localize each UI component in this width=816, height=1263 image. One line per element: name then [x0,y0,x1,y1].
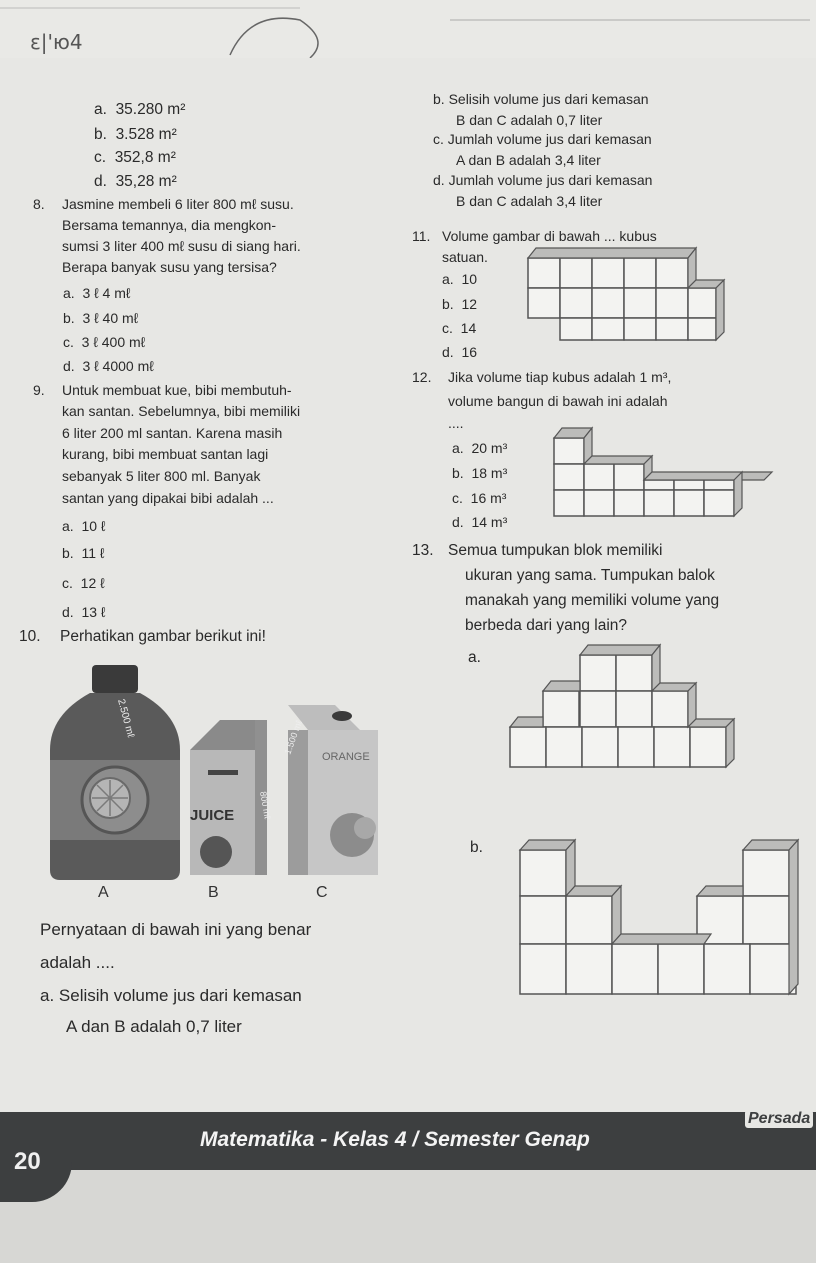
q9-option-c: c. 12 ℓ [62,575,105,591]
q8-number: 8. [33,196,45,212]
previous-page-scrap [0,0,816,62]
q13-option-a: a. [468,649,481,666]
q10-option-b: B dan C adalah 0,7 liter [456,112,603,128]
bottle-a-capacity: 2.500 mℓ [115,697,136,739]
q9-line: kan santan. Sebelumnya, bibi memiliki [62,403,301,419]
q9-line: santan yang dipakai bibi adalah ... [62,490,274,506]
q11-number: 11. [412,228,431,244]
juice-packages-illustration [40,660,400,900]
q9-line: sebanyak 5 liter 800 ml. Banyak [62,468,261,484]
q10-option-d: d. Jumlah volume jus dari kemasan [433,172,653,188]
page-number: 20 [14,1148,41,1175]
q13-option-b: b. [470,839,483,856]
header-scribble: ε|'ю4 [30,30,83,54]
q8-line: Jasmine membeli 6 liter 800 mℓ susu. [62,196,294,212]
q12-option-a: a. 20 m³ [452,440,508,456]
q9-line: 6 liter 200 ml santan. Karena masih [62,425,283,441]
q12-option-b: b. 18 m³ [452,465,508,481]
q11-option-d: d. 16 [442,344,478,360]
q10-option-c: A dan B adalah 3,4 liter [456,152,601,168]
carton-c-brand: ORANGE [322,751,370,763]
q10-statement: adalah .... [40,953,115,972]
q11-option-b: b. 12 [442,296,478,312]
q12-number: 12. [412,369,432,385]
q9-option-b: b. 11 ℓ [62,545,105,561]
q13-line: manakah yang memiliki volume yang [465,592,720,609]
q13-figure-a [505,640,765,775]
q7-option-d: d. 35,28 m² [94,173,177,190]
q12-line: .... [448,415,464,431]
q11-option-a: a. 10 [442,271,478,287]
q12-option-d: d. 14 m³ [452,514,508,530]
q11-cube-figure [520,240,730,345]
q8-option-a: a. 3 ℓ 4 mℓ [63,285,131,301]
q8-option-c: c. 3 ℓ 400 mℓ [63,334,146,350]
q12-line: volume bangun di bawah ini adalah [448,393,668,409]
footer-title: Matematika - Kelas 4 / Semester Genap [200,1128,590,1151]
q13-line: ukuran yang sama. Tumpukan balok [465,567,715,584]
q7-option-a: a. 35.280 m² [94,101,186,118]
q10-option-a: A dan B adalah 0,7 liter [66,1017,242,1036]
q8-option-d: d. 3 ℓ 4000 mℓ [63,358,154,374]
q8-line: Berapa banyak susu yang tersisa? [62,259,277,275]
q10-option-d: B dan C adalah 3,4 liter [456,193,603,209]
q10-number: 10. [19,628,41,645]
q8-line: Bersama temannya, dia mengkon- [62,217,276,233]
q7-option-b: b. 3.528 m² [94,126,177,143]
q13-line: Semua tumpukan blok memiliki [448,542,663,559]
q9-option-a: a. 10 ℓ [62,518,106,534]
q8-option-b: b. 3 ℓ 40 mℓ [63,310,139,326]
scribble-lines [0,0,816,62]
q10-option-b: b. Selisih volume jus dari kemasan [433,91,649,107]
carton-b-capacity: 800 mℓ [258,790,273,820]
q9-line: kurang, bibi membuat santan lagi [62,446,269,462]
carton-c [288,705,378,875]
label-c: C [316,884,328,900]
q7-option-c: c. 352,8 m² [94,149,176,166]
carton-c-capacity: 1.500 mℓ [282,718,304,756]
q9-line: Untuk membuat kue, bibi membutuh- [62,382,292,398]
carton-b [190,720,267,875]
q9-number: 9. [33,382,45,398]
q10-option-a: a. Selisih volume jus dari kemasan [40,986,302,1005]
q11-line: Volume gambar di bawah ... kubus [442,228,657,244]
bottle-a [50,665,180,880]
q13-line: berbeda dari yang lain? [465,617,628,634]
q12-option-c: c. 16 m³ [452,490,507,506]
q9-option-d: d. 13 ℓ [62,604,106,620]
q13-figure-b [515,828,816,1000]
q11-option-c: c. 14 [442,320,477,336]
q12-line: Jika volume tiap kubus adalah 1 m³, [448,369,672,385]
label-b: B [208,884,219,900]
q8-line: sumsi 3 liter 400 mℓ susu di siang hari. [62,238,301,254]
q11-line: satuan. [442,249,488,265]
carton-b-brand: JUICE [190,807,235,824]
q10-option-c: c. Jumlah volume jus dari kemasan [433,131,652,147]
q10-text: Perhatikan gambar berikut ini! [60,628,266,645]
publisher-brand: Persada [745,1110,813,1128]
q10-statement: Pernyataan di bawah ini yang benar [40,920,312,939]
q12-cube-figure [548,420,778,520]
q13-number: 13. [412,542,434,559]
label-a: A [98,884,109,900]
